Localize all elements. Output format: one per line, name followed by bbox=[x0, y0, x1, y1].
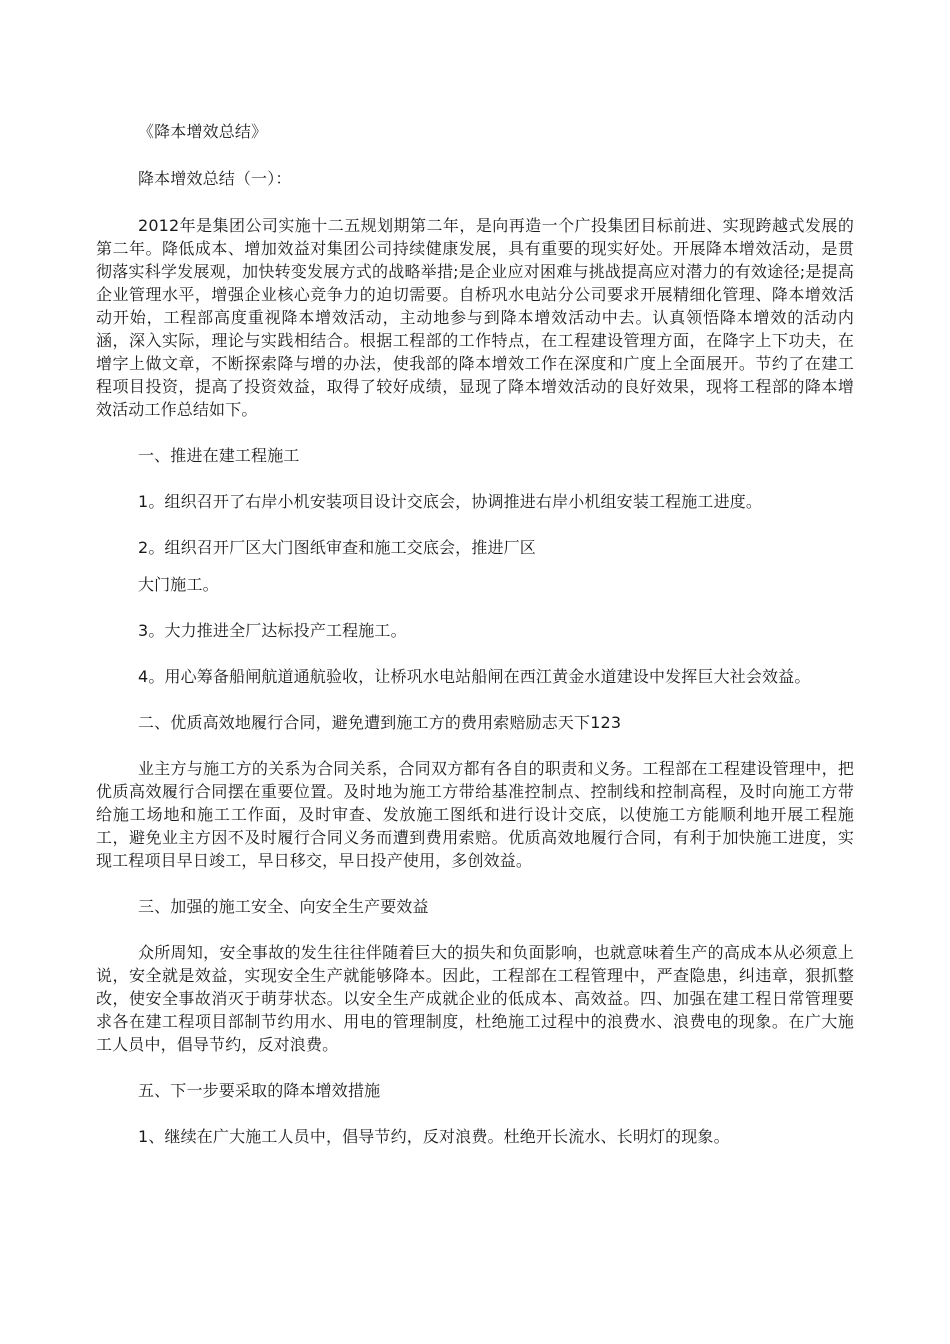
list-item: 2。组织召开厂区大门图纸审查和施工交底会，推进厂区 bbox=[138, 538, 536, 557]
list-item: 1、继续在广大施工人员中，倡导节约，反对浪费。杜绝开长流水、长明灯的现象。 bbox=[138, 1127, 730, 1146]
document-subtitle: 降本增效总结（一）： bbox=[138, 169, 292, 188]
list-item: 4。用心筹备船闸航道通航验收，让桥巩水电站船闸在西江黄金水道建设中发挥巨大社会效益。 bbox=[138, 667, 811, 686]
body-paragraph: 业主方与施工方的关系为合同关系，合同双方都有各自的职责和义务。工程部在工程建设管理中，把优质高效履行合同摆在重要位置。及时地为施工方带给基准控制点、控制线和控制高程，及时向施工方带给施工场地和施工工作面，及时审查、发放施工图纸和进行设计交底，以使施工方能顺利地开展工程施工，避免业主方因不及时履行合同义务而遭到费用索赔。优质高效地履行合同，有利于加快施工进度，实现工程项目早日竣工，早日移交，早日投产使用，多创效益。 bbox=[96, 759, 854, 870]
section-heading: 二、优质高效地履行合同，避免遭到施工方的费用索赔励志天下123 bbox=[138, 713, 622, 732]
section-heading: 五、下一步要采取的降本增效措施 bbox=[138, 1081, 381, 1100]
list-item-continuation: 大门施工。 bbox=[138, 575, 219, 594]
intro-paragraph: 2012年是集团公司实施十二五规划期第二年，是向再造一个广投集团目标前进、实现跨越式发展的第二年。降低成本、增加效益对集团公司持续健康发展，具有重要的现实好处。开展降本增效活动，是贯彻落实科学发展观，加快转变发展方式的战略举措;是企业应对困难与挑战提高应对潜力的有效途径;是提高企业管理水平，增强企业核心竞争力的迫切需要。自桥巩水电站分公司要求开展精细化管理、降本增效活动开始，工程部高度重视降本增效活动，主动地参与到降本增效活动中去。认真领悟降本增效的活动内涵，深入实际，理论与实践相结合。根据工程部的工作特点，在工程建设管理方面，在降字上下功夫，在增字上做文章，不断探索降与增的办法，使我部的降本增效工作在深度和广度上全面展开。节约了在建工程项目投资，提高了投资效益，取得了较好成绩，显现了降本增效活动的良好效果，现将工程部的降本增效活动工作总结如下。 bbox=[96, 216, 854, 419]
body-paragraph: 众所周知，安全事故的发生往往伴随着巨大的损失和负面影响，也就意味着生产的高成本从必须意上说，安全就是效益，实现安全生产就能够降本。因此，工程部在工程管理中，严查隐患，纠违章，狠抓整改，使安全事故消灭于萌芽状态。以安全生产成就企业的低成本、高效益。四、加强在建工程日常管理要求各在建工程项目部制节约用水、用电的管理制度，杜绝施工过程中的浪费水、浪费电的现象。在广大施工人员中，倡导节约，反对浪费。 bbox=[96, 943, 854, 1054]
section-heading: 一、推进在建工程施工 bbox=[138, 446, 300, 465]
list-item: 3。大力推进全厂达标投产工程施工。 bbox=[138, 621, 407, 640]
document-title: 《降本增效总结》 bbox=[138, 122, 268, 141]
section-heading: 三、加强的施工安全、向安全生产要效益 bbox=[138, 897, 429, 916]
list-item: 1。组织召开了右岸小机安装项目设计交底会，协调推进右岸小机组安装工程施工进度。 bbox=[138, 492, 763, 511]
document-body bbox=[96, 120, 854, 1171]
